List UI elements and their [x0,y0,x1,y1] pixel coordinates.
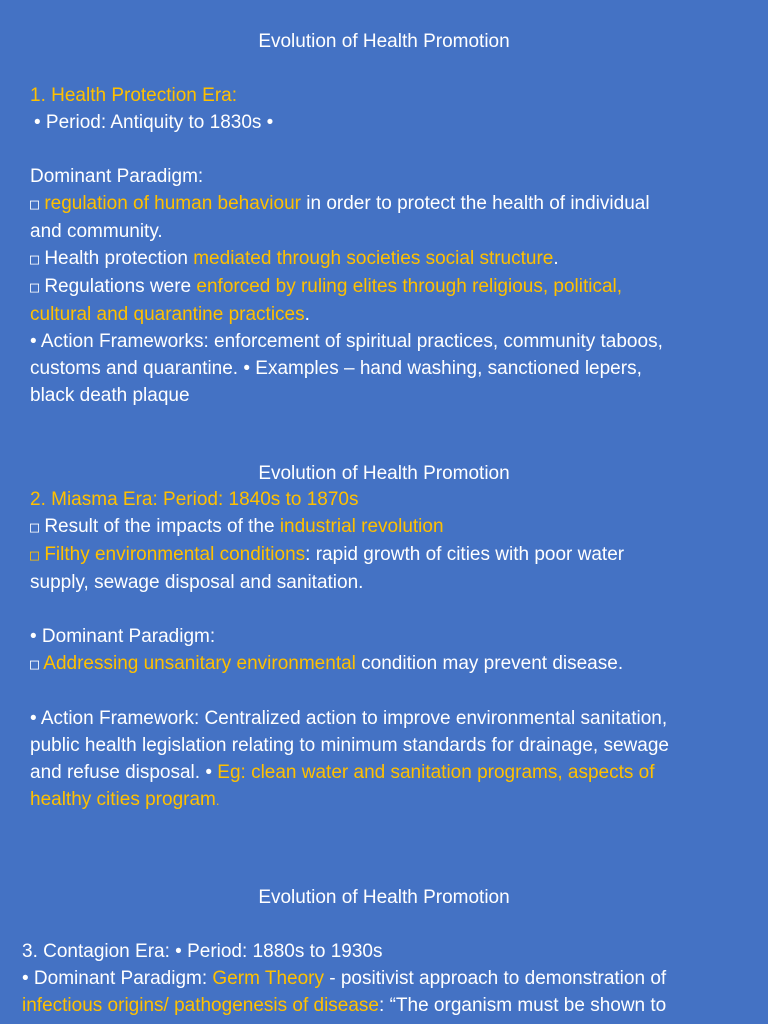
body-text: in order to protect the health of individual [301,193,650,214]
highlight-text: mediated through societies social structure [193,248,554,269]
section1-action-3: black death plaque [30,385,190,406]
section2-body [30,486,748,814]
highlight-text: Filthy environmental conditions [44,544,306,565]
highlight-text: . [215,793,220,808]
missing-glyph-icon: □ [30,546,40,564]
section1-body [30,82,748,409]
highlight-text: industrial revolution [279,516,444,537]
section2-action-2: public health legislation relating to minimum standards for drainage, sewage [30,735,669,756]
section2-result [30,513,748,541]
section2-action-4 [30,786,748,814]
section3-heading: 3. Contagion Era: • Period: 1880s to 1930s [22,941,383,962]
highlight-text: healthy cities program [30,789,216,810]
body-text: - positivist approach to demonstration of [323,968,667,989]
section1-point-3-cont [30,301,748,328]
highlight-text: Addressing unsanitary environmental [43,653,356,674]
body-text: : rapid growth of cities with poor water [305,544,625,565]
section1-action-1: • Action Frameworks: enforcement of spiritual practices, community taboos, [30,331,663,352]
missing-glyph-icon: □ [30,195,40,213]
section1-paradigm-label: Dominant Paradigm: [30,166,204,187]
section1-point-3 [30,273,748,301]
section1-heading: 1. Health Protection Era: [30,85,237,106]
highlight-text: regulation of human behaviour [44,193,301,214]
section1-point-1-cont: and community. [30,221,163,242]
section2-action-1: • Action Framework: Centralized action to improve environmental sanitation, [30,708,668,729]
section2-conditions [30,541,748,569]
section2-title: Evolution of Health Promotion [258,463,510,484]
section2-conditions-cont: supply, sewage disposal and sanitation. [30,572,364,593]
body-text: . [553,248,559,269]
body-text: Health protection [44,248,194,269]
highlight-text: cultural and quarantine practices [30,304,305,325]
section1-point-2 [30,245,748,273]
body-text: condition may prevent disease. [355,653,624,674]
section3-origins [22,992,748,1019]
section1-title: Evolution of Health Promotion [258,31,510,52]
section2-paradigm [30,650,748,678]
section3-body [22,938,748,1019]
section1-point-1 [30,190,748,218]
body-text: . [304,304,310,325]
highlight-text: enforced by ruling elites through religious, political, [196,276,623,297]
missing-glyph-icon: □ [30,518,40,536]
section1-period [30,109,748,136]
missing-glyph-icon: □ [30,655,40,673]
section3-title: Evolution of Health Promotion [258,887,510,908]
body-text: • Dominant Paradigm: [22,968,213,989]
highlight-text: Germ Theory [212,968,324,989]
body-text: : “The organism must be shown to [379,995,667,1016]
missing-glyph-icon: □ [30,278,40,296]
highlight-text: Eg: clean water and sanitation programs, aspects of [217,762,655,783]
period-text: • Period: Antiquity to 1830s • [34,112,274,133]
body-text: and refuse disposal. • [30,762,218,783]
body-text: Regulations were [44,276,197,297]
highlight-text: infectious origins/ pathogenesis of disease [22,995,380,1016]
section2-paradigm-label: • Dominant Paradigm: [30,626,216,647]
body-text: Result of the impacts of the [44,516,280,537]
section1-action-2: customs and quarantine. • Examples – hand washing, sanctioned lepers, [30,358,642,379]
section3-paradigm [22,965,748,992]
missing-glyph-icon: □ [30,250,40,268]
section2-heading: 2. Miasma Era: Period: 1840s to 1870s [30,489,359,510]
section2-action-3 [30,759,748,786]
